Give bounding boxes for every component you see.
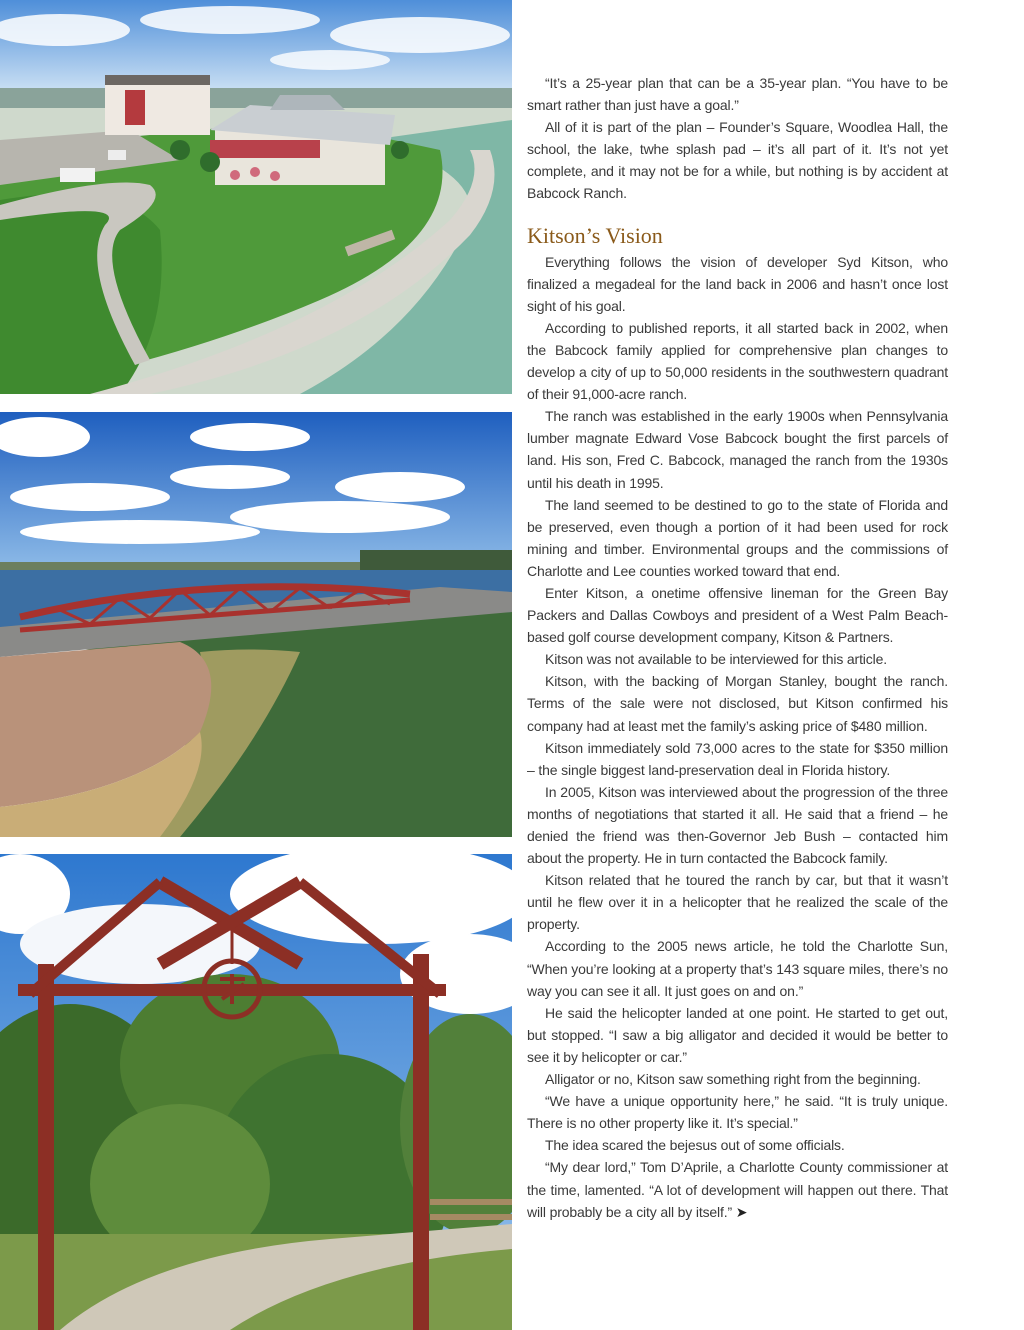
article-paragraph: Kitson immediately sold 73,000 acres to the state for $350 million – the single biggest land-preservation deal in Florida history. xyxy=(527,739,948,778)
continue-arrow-icon: ➤ xyxy=(735,1203,748,1220)
article-paragraph: He said the helicopter landed at one point. He started to get out, but stopped. “I saw a big alligator and decided it would be better to see it by helicopter or car.” xyxy=(527,1004,948,1065)
article-final-paragraph xyxy=(527,1156,948,1222)
aerial-lakeside-illustration xyxy=(0,0,512,394)
section-heading: Kitson’s Vision xyxy=(527,222,663,248)
article-final-text: “My dear lord,” Tom D’Aprile, a Charlotte County commissioner at the time, lamented. “A lot of development will happen out there. That will probably be a city all by itself.” xyxy=(527,1159,948,1220)
bridge-lake-illustration xyxy=(0,412,512,837)
article-paragraph: “We have a unique opportunity here,” he said. “It is truly unique. There is no other property like it. It’s special.” xyxy=(527,1093,948,1132)
article-paragraph: Kitson related that he toured the ranch by car, but that it wasn’t until he flew over it in a helicopter that he realized the scale of the property. xyxy=(527,872,948,933)
entrance-arch-illustration xyxy=(0,854,512,1330)
article-paragraph: The land seemed to be destined to go to the state of Florida and be preserved, even though a portion of it had been used for rock mining and timber. Environmental groups and the commissions of Charlotte and Lee counties worked toward that end. xyxy=(527,496,948,579)
article-paragraph: The idea scared the bejesus out of some officials. xyxy=(545,1137,845,1154)
article-paragraph: According to published reports, it all started back in 2002, when the Babcock family applied for comprehensive plan changes to develop a city of up to 50,000 residents in the southwestern quadrant of their 91,000-acre ranch. xyxy=(527,319,948,403)
article-paragraph: The ranch was established in the early 1900s when Pennsylvania lumber magnate Edward Vose Babcock bought the first parcels of land. His son, Fred C. Babcock, managed the ranch from the 1930s until his death in 1995. xyxy=(527,408,948,491)
bridge-lake-photo xyxy=(0,412,512,837)
article-paragraph: All of it is part of the plan – Founder’s Square, Woodlea Hall, the school, the lake, twhe splash pad – it’s all part of it. It’s not yet complete, and it may not be for a while, but nothing is by accident at Babcock Ranch. xyxy=(527,119,948,202)
article-paragraph: Everything follows the vision of developer Syd Kitson, who finalized a megadeal for the land back in 2006 and hasn’t once lost sight of his goal. xyxy=(527,253,948,314)
entrance-arch-photo xyxy=(0,854,512,1330)
article-paragraph: Kitson, with the backing of Morgan Stanley, bought the ranch. Terms of the sale were not disclosed, but Kitson confirmed his company had at least met the family’s asking price of $480 million. xyxy=(527,673,948,734)
article-paragraph: Kitson was not available to be interviewed for this article. xyxy=(545,651,887,668)
article-body xyxy=(527,72,948,1223)
aerial-lakeside-photo xyxy=(0,0,512,394)
article-paragraph: According to the 2005 news article, he told the Charlotte Sun, “When you’re looking at a property that’s 143 square miles, there’s no way you can see it all. It just goes on and on.” xyxy=(527,938,948,999)
article-paragraph: “It’s a 25-year plan that can be a 35-year plan. “You have to be smart rather than just have a goal.” xyxy=(527,75,948,114)
article-paragraph: Enter Kitson, a onetime offensive lineman for the Green Bay Packers and Dallas Cowboys and president of a West Palm Beach-based golf course development company, Kitson & Partners. xyxy=(527,584,948,646)
article-paragraph: Alligator or no, Kitson saw something right from the beginning. xyxy=(545,1071,921,1088)
article-paragraph: In 2005, Kitson was interviewed about the progression of the three months of negotiations that started it all. He said that a friend – he denied the friend was then-Governor Jeb Bush – contacted him about the property. He in turn contacted the Babcock family. xyxy=(527,783,948,867)
